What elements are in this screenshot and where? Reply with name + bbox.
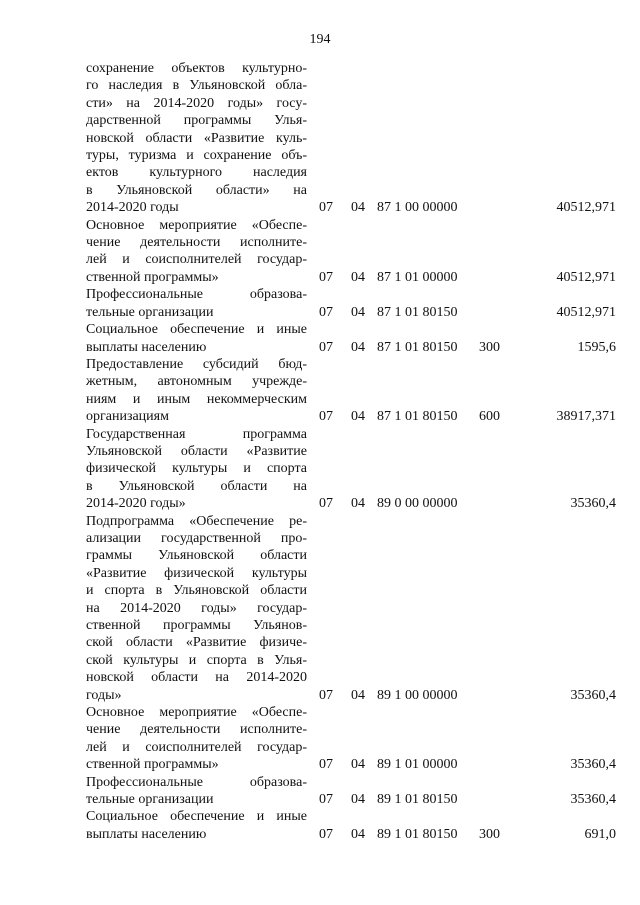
description-line: го наследия в Ульяновской обла- [86, 78, 307, 94]
target-article-code: 89 1 00 00000 [377, 687, 458, 703]
section-code: 07 [319, 409, 333, 425]
table-row [86, 426, 616, 513]
description-line: ственной программы» [86, 269, 219, 285]
description-line: Основное мероприятие «Обеспе- [86, 217, 307, 233]
subsection-code: 04 [351, 304, 365, 320]
description-line: организациям [86, 409, 169, 425]
section-code: 07 [319, 757, 333, 773]
amount: 40512,971 [556, 269, 616, 285]
description-line: ализации государственной про- [86, 530, 307, 546]
description-line: тельные организации [86, 304, 214, 320]
description-line: 2014-2020 годы [86, 200, 179, 216]
table-row [86, 217, 616, 287]
description-line: граммы Ульяновской области [86, 548, 307, 564]
description-line: Государственная программа [86, 426, 307, 442]
description-line: на 2014-2020 годы» государ- [86, 600, 307, 616]
description-line: туры, туризма и сохранение объ- [86, 148, 307, 164]
subsection-code: 04 [351, 687, 365, 703]
subsection-code: 04 [351, 792, 365, 808]
target-article-code: 89 1 01 80150 [377, 826, 458, 842]
description-line: ственной программы» [86, 757, 219, 773]
description-line: ственной программы Ульянов- [86, 618, 307, 633]
target-article-code: 89 1 01 80150 [377, 792, 458, 808]
description-line: Предоставление субсидий бюд- [86, 356, 307, 372]
table-row [86, 704, 616, 774]
description-line: выплаты населению [86, 339, 207, 355]
table-row [86, 808, 616, 843]
row-description [86, 356, 307, 426]
subsection-code: 04 [351, 826, 365, 842]
expense-type-code: 600 [479, 409, 500, 425]
description-line: годы» [86, 687, 122, 703]
target-article-code: 87 1 01 80150 [377, 304, 458, 320]
description-line: Социальное обеспечение и иные [86, 322, 307, 338]
section-code: 07 [319, 304, 333, 320]
table-row [86, 286, 616, 321]
table-row [86, 321, 616, 356]
description-line: чение деятельности исполните- [86, 235, 307, 251]
description-line: сохранение объектов культурно- [86, 61, 307, 76]
section-code: 07 [319, 826, 333, 842]
table-row [86, 774, 616, 809]
amount: 691,0 [584, 826, 616, 842]
table-row [86, 513, 616, 704]
table-row [86, 356, 616, 426]
row-description [86, 217, 307, 287]
description-line: физической культуры и спорта [86, 461, 307, 477]
description-line: «Развитие физической культуры [86, 565, 307, 581]
expense-type-code: 300 [479, 826, 500, 842]
description-line: в Ульяновской области на [86, 478, 307, 494]
target-article-code: 87 1 01 80150 [377, 339, 458, 355]
subsection-code: 04 [351, 757, 365, 773]
description-line: лей и соисполнителей государ- [86, 252, 307, 268]
subsection-code: 04 [351, 496, 365, 512]
target-article-code: 89 0 00 00000 [377, 496, 458, 512]
description-line: новской области на 2014-2020 [86, 670, 307, 686]
amount: 35360,4 [570, 792, 616, 808]
target-article-code: 89 1 01 00000 [377, 757, 458, 773]
description-line: лей и соисполнителей государ- [86, 739, 307, 755]
description-line: ской культуры и спорта в Улья- [86, 652, 307, 668]
subsection-code: 04 [351, 409, 365, 425]
section-code: 07 [319, 339, 333, 355]
description-line: Ульяновской области «Развитие [86, 443, 307, 459]
description-line: Профессиональные образова- [86, 287, 307, 303]
amount: 40512,971 [556, 200, 616, 216]
description-line: ниям и иным некоммерческим [86, 391, 307, 407]
row-description [86, 513, 307, 704]
description-line: чение деятельности исполните- [86, 722, 307, 738]
description-line: сти» на 2014-2020 годы» госу- [86, 95, 307, 111]
row-description [86, 774, 307, 809]
expense-type-code: 300 [479, 339, 500, 355]
target-article-code: 87 1 00 00000 [377, 200, 458, 216]
section-code: 07 [319, 496, 333, 512]
description-line: в Ульяновской области» на [86, 182, 307, 198]
amount: 35360,4 [570, 496, 616, 512]
description-line: выплаты населению [86, 826, 207, 842]
description-line: Основное мероприятие «Обеспе- [86, 705, 307, 721]
target-article-code: 87 1 01 80150 [377, 409, 458, 425]
description-line: ской области «Развитие физиче- [86, 635, 307, 651]
description-line: Социальное обеспечение и иные [86, 809, 307, 825]
description-line: ектов культурного наследия [86, 165, 307, 181]
row-description [86, 60, 307, 217]
subsection-code: 04 [351, 269, 365, 285]
description-line: Профессиональные образова- [86, 774, 307, 790]
target-article-code: 87 1 01 00000 [377, 269, 458, 285]
amount: 1595,6 [577, 339, 616, 355]
subsection-code: 04 [351, 200, 365, 216]
section-code: 07 [319, 687, 333, 703]
description-line: и спорта в Ульяновской области [86, 583, 307, 599]
amount: 40512,971 [556, 304, 616, 320]
description-line: новской области «Развитие куль- [86, 130, 307, 146]
description-line: Подпрограмма «Обеспечение ре- [86, 513, 307, 529]
table-row [86, 60, 616, 217]
description-line: жетным, автономным учрежде- [86, 374, 307, 390]
section-code: 07 [319, 792, 333, 808]
description-line: 2014-2020 годы» [86, 496, 186, 512]
budget-table [86, 60, 616, 843]
row-description [86, 808, 307, 843]
amount: 35360,4 [570, 757, 616, 773]
section-code: 07 [319, 200, 333, 216]
amount: 38917,371 [556, 409, 616, 425]
row-description [86, 286, 307, 321]
description-line: дарственной программы Улья- [86, 113, 307, 129]
row-description [86, 704, 307, 774]
description-line: тельные организации [86, 792, 214, 808]
row-description [86, 321, 307, 356]
row-description [86, 426, 307, 513]
subsection-code: 04 [351, 339, 365, 355]
page-number: 194 [309, 32, 331, 47]
section-code: 07 [319, 269, 333, 285]
amount: 35360,4 [570, 687, 616, 703]
